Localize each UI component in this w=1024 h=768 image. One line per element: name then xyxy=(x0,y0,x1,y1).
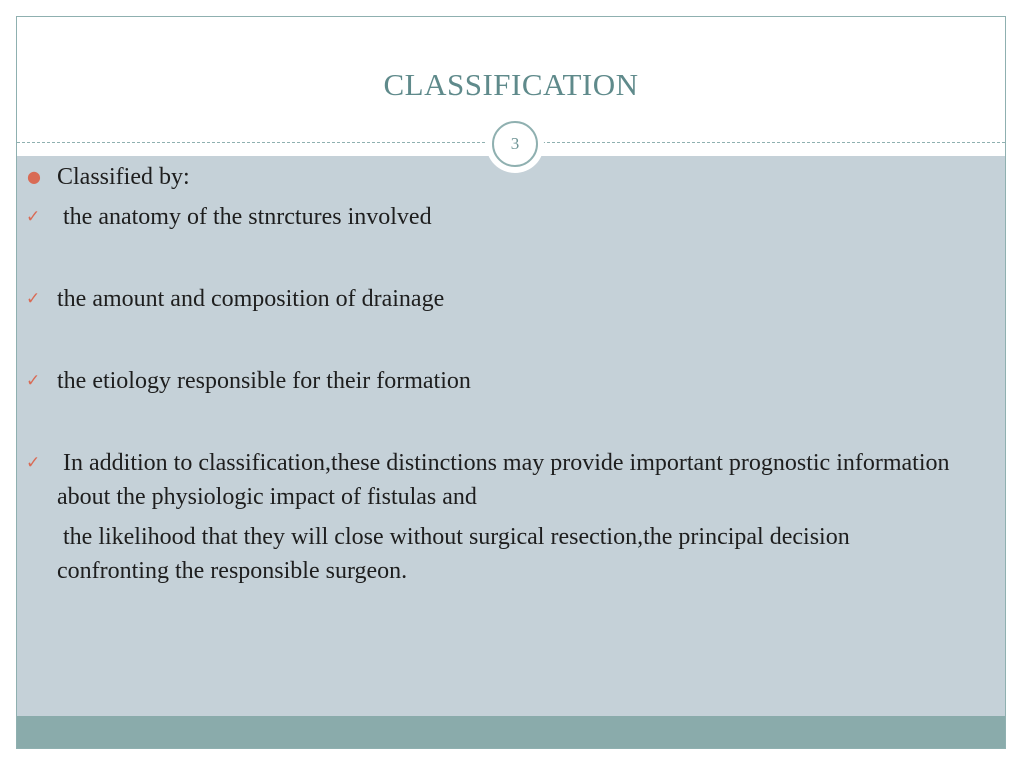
page-number-badge: 3 xyxy=(492,121,538,167)
heading-text: Classified by: xyxy=(57,164,190,190)
list-item-continuation: the likelihood that they will close without surgical resection,the principal decision confronting the responsible surgeon. xyxy=(57,524,856,584)
list-item-text: the etiology responsible for their formation xyxy=(57,368,471,394)
list-item xyxy=(26,364,956,398)
checkmark-icon: ✓ xyxy=(26,453,41,473)
checkmark-icon: ✓ xyxy=(26,207,41,227)
slide-body xyxy=(26,160,956,588)
list-item-text: In addition to classification,these distinctions may provide important prognostic information about the physiologic impact of fistulas and xyxy=(57,450,956,510)
list-item xyxy=(26,282,956,316)
bullet-dot-icon: ● xyxy=(27,167,41,186)
checkmark-icon: ✓ xyxy=(26,289,41,309)
list-item xyxy=(26,446,956,514)
checkmark-icon: ✓ xyxy=(26,371,41,391)
list-item-heading xyxy=(26,160,956,194)
list-item-text: the anatomy of the stnrctures involved xyxy=(57,204,432,230)
footer-bar xyxy=(17,716,1005,749)
list-item-text: the amount and composition of drainage xyxy=(57,286,445,312)
slide-title: CLASSIFICATION xyxy=(383,67,639,102)
list-item xyxy=(26,200,956,234)
